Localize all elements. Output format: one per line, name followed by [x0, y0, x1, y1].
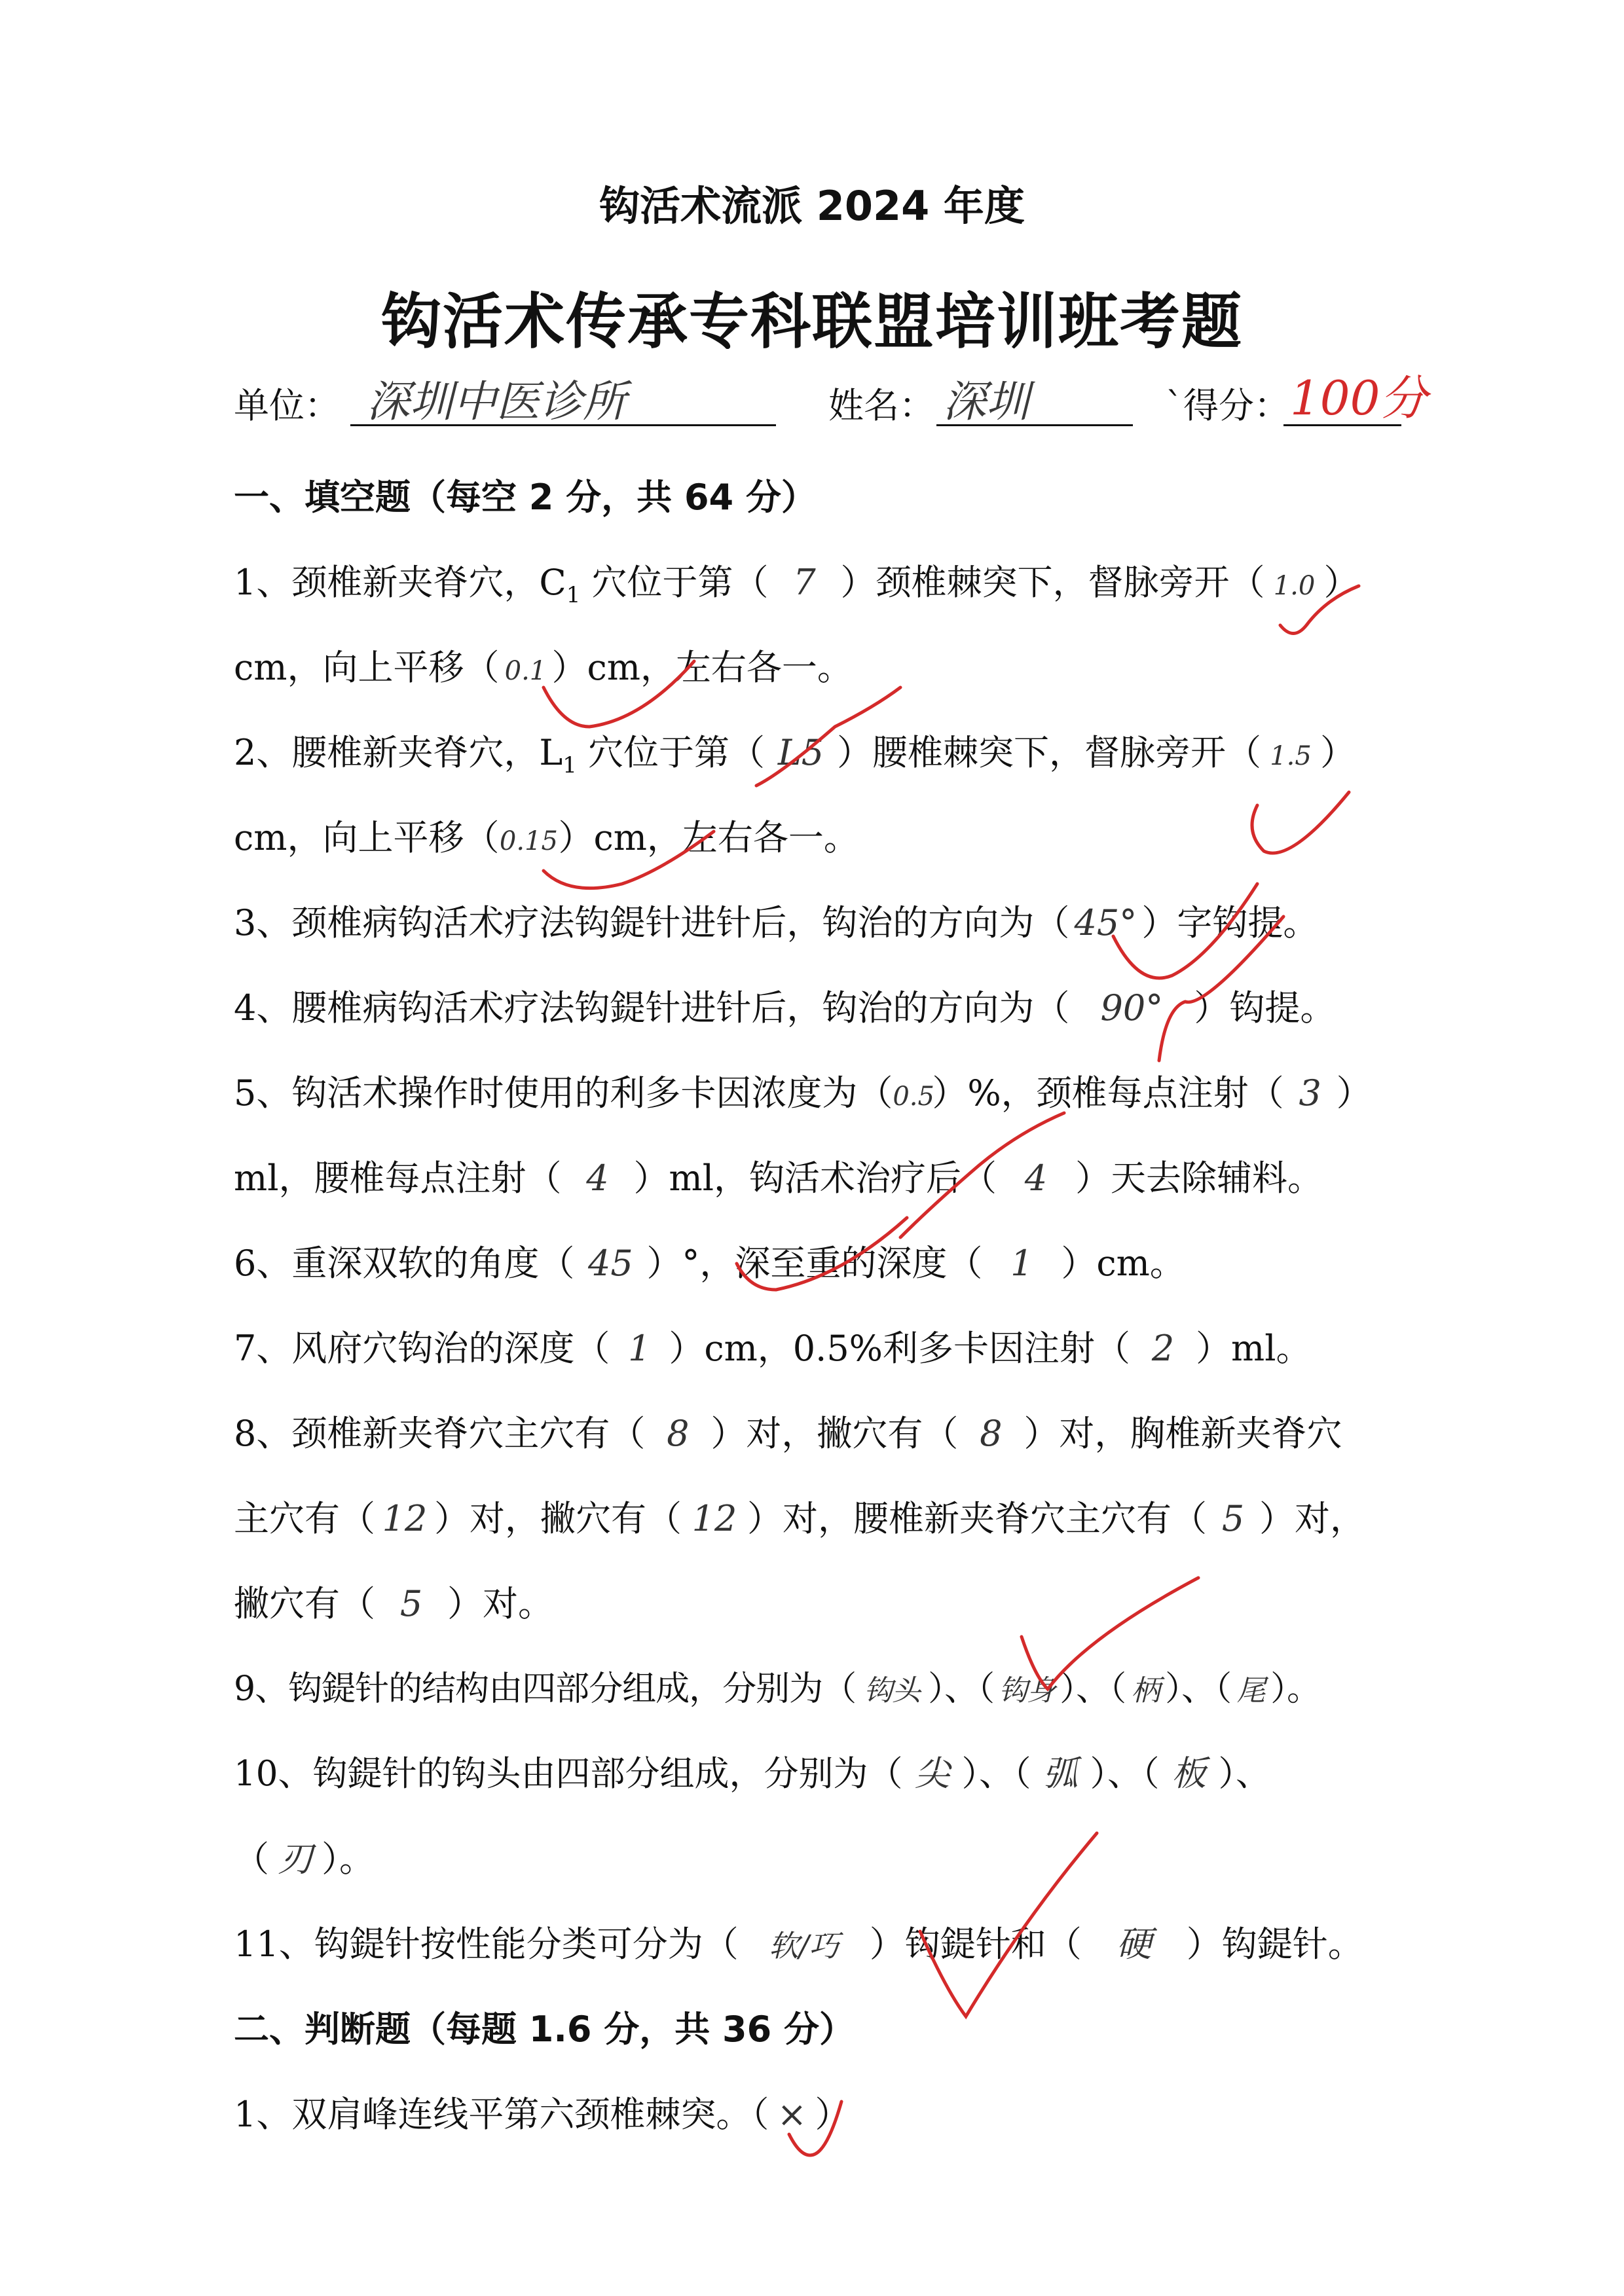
- unit-underline: [350, 424, 776, 426]
- q1-answer-2: 1.0: [1273, 571, 1316, 601]
- q8-answer-5: 5: [1221, 1498, 1245, 1539]
- name-underline: [936, 424, 1133, 426]
- q10-answer-2: 弧: [1043, 1754, 1078, 1794]
- q9-answer-4: 尾: [1236, 1674, 1265, 1707]
- q2-answer-1: L5: [777, 732, 824, 773]
- q11-answer-2: 硬: [1116, 1923, 1152, 1965]
- q1-line1: 1、颈椎新夹脊穴，$C_1$ 穴位于第（ 7 ）颈椎棘突下，督脉旁开（ 1.0 ）: [234, 560, 1359, 618]
- q7: 7、风府穴钩治的深度（ 1 ）cm，0.5%利多卡因注射（ 2 ）ml。: [234, 1326, 1311, 1372]
- q8-line2: 主穴有（ 12 ）对，撇穴有（ 12 ）对，腰椎新夹脊穴主穴有（ 5 ）对，: [234, 1496, 1365, 1542]
- q8-line3: 撇穴有（ 5 ）对。: [234, 1581, 553, 1627]
- q7-answer-2: 2: [1151, 1328, 1175, 1369]
- q11: 11、钩鍉针按性能分类可分为（ 软/巧 ）钩鍉针和（ 硬 ）钩鍉针。: [234, 1922, 1363, 1969]
- q3: 3、颈椎病钩活术疗法钩鍉针进针后，钩治的方向为（ 45° ）字钩提。: [234, 900, 1318, 946]
- q8-answer-6: 5: [399, 1583, 423, 1624]
- q10-answer-3: 板: [1171, 1754, 1206, 1794]
- q7-answer-1: 1: [628, 1328, 651, 1369]
- q10-answer-4: 刃: [278, 1838, 313, 1880]
- section2-heading: 二、判断题（每题 1.6 分，共 36 分）: [234, 2009, 855, 2050]
- q2-line2: cm，向上平移（0.15）cm，左右各一。: [234, 815, 859, 864]
- q6-answer-1: 45: [588, 1243, 633, 1284]
- unit-label: 单位：: [234, 385, 340, 426]
- q5-line1: 5、钩活术操作时使用的利多卡因浓度为（0.5）%，颈椎每点注射（ 3 ）: [234, 1070, 1372, 1120]
- q8-line1: 8、颈椎新夹脊穴主穴有（ 8 ）对，撇穴有（ 8 ）对，胸椎新夹脊穴: [234, 1411, 1342, 1457]
- q3-answer: 45°: [1074, 902, 1137, 943]
- q11-answer-1: 软/巧: [768, 1928, 840, 1963]
- q9-answer-1: 钩头: [864, 1674, 921, 1707]
- info-row: [234, 383, 340, 429]
- q10-line2: （ 刃 ）。: [234, 1836, 375, 1882]
- q8-answer-2: 8: [980, 1413, 1003, 1454]
- tf-q1-answer: ×: [777, 2094, 807, 2135]
- q5-answer-3: 4: [586, 1157, 609, 1199]
- q1-line2: cm，向上平移（ 0.1 ）cm，左右各一。: [234, 645, 853, 694]
- name-label: 姓名：: [828, 385, 934, 426]
- exam-title: 钩活术传承专科联盟培训班考题: [380, 287, 1243, 357]
- score-underline: [1283, 424, 1401, 426]
- q2-answer-3: 0.15: [499, 826, 558, 856]
- q6: 6、重深双软的角度（ 45 ）°，深至重的深度（ 1 ）cm。: [234, 1241, 1185, 1286]
- score-label: `得分：: [1166, 385, 1289, 426]
- q5-answer-1: 0.5: [893, 1082, 934, 1112]
- q8-answer-4: 12: [692, 1498, 737, 1539]
- q9-answer-2: 钩身: [999, 1674, 1056, 1707]
- q1-answer-1: 7: [793, 562, 816, 603]
- q9-answer-3: 柄: [1131, 1674, 1160, 1707]
- q2-answer-2: 1.5: [1270, 741, 1312, 771]
- q9: 9、钩鍉针的结构由四部分组成，分别为（ 钩头 ）、（ 钩身 ）、（ 柄 ）、（ 尾 ）。: [234, 1666, 1320, 1714]
- q5-line2: ml，腰椎每点注射（ 4 ）ml，钩活术治疗后（ 4 ）天去除辅料。: [234, 1156, 1323, 1201]
- q4: 4、腰椎病钩活术疗法钩鍉针进针后，钩治的方向为（ 90° ）钩提。: [234, 985, 1335, 1031]
- q10-line1: 10、钩鍉针的钩头由四部分组成，分别为（ 尖 ）、（ 弧 ）、（ 板 ）、: [234, 1751, 1270, 1797]
- section1-heading: 一、填空题（每空 2 分，共 64 分）: [234, 477, 817, 518]
- q4-answer: 90°: [1100, 987, 1164, 1029]
- score-value: 100分: [1290, 371, 1428, 426]
- q8-answer-1: 8: [667, 1413, 690, 1454]
- exam-subtitle: 钩活术流派 2024 年度: [599, 182, 1025, 230]
- check-mark-q2b: [1252, 792, 1349, 853]
- unit-value: 深圳中医诊所: [367, 376, 626, 427]
- q5-answer-4: 4: [1024, 1157, 1048, 1199]
- q6-answer-2: 1: [1010, 1243, 1033, 1284]
- q2-line1: 2、腰椎新夹脊穴，$L_1$ 穴位于第（ L5 ）腰椎棘突下，督脉旁开（ 1.5 ）: [234, 730, 1356, 788]
- q10-answer-1: 尖: [914, 1754, 950, 1794]
- q8-answer-3: 12: [382, 1498, 428, 1539]
- q5-answer-2: 3: [1299, 1072, 1321, 1114]
- tf-q1: 1、双肩峰连线平第六颈椎棘突。（ × ）: [234, 2092, 850, 2138]
- q1-answer-3: 0.1: [504, 656, 547, 686]
- name-value: 深圳: [943, 376, 1029, 427]
